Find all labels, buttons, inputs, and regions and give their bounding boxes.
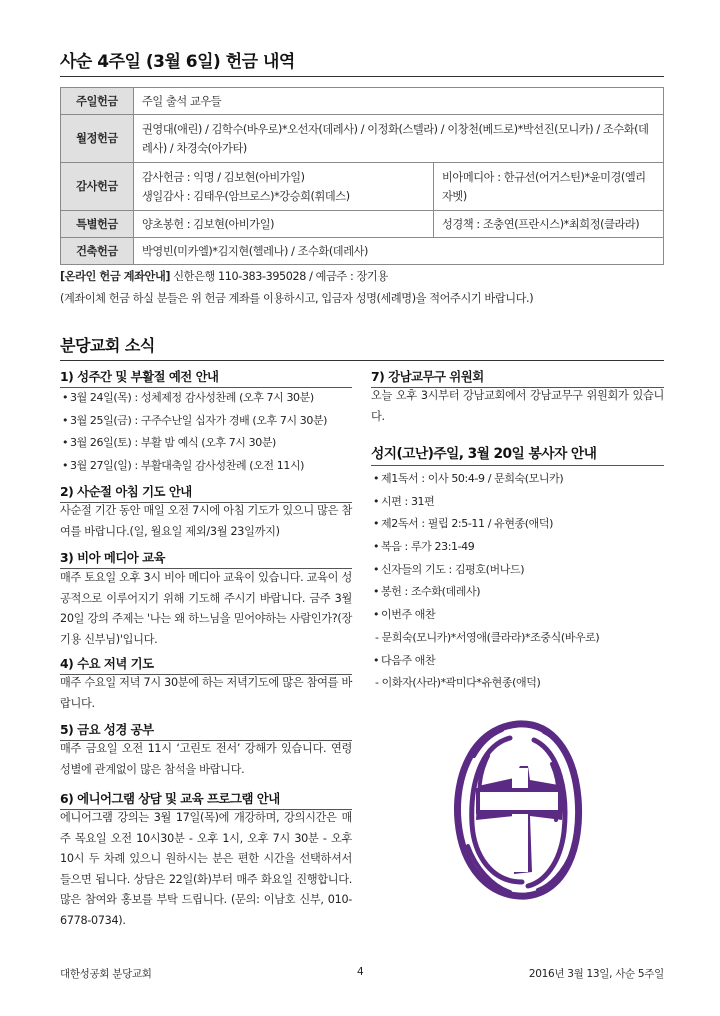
list-item-sub: - 문희숙(모니카)*서영애(클라라)*조중식(바우로) bbox=[375, 630, 600, 644]
birthday-offering-line: 생일감사 : 김태우(암브로스)*강승희(휘데스) bbox=[142, 189, 350, 203]
list-item: • 제2독서 : 필립 2:5-11 / 유현종(애덕) bbox=[372, 517, 554, 531]
list-item: • 복음 : 루가 23:1-49 bbox=[372, 540, 475, 554]
offering-table bbox=[60, 87, 664, 265]
table-row bbox=[61, 211, 664, 238]
list-item: • 제1독서 : 이사 50:4-9 / 문희숙(모니카) bbox=[372, 472, 564, 485]
list-item: • 3월 27일(일) : 부활대축일 감사성찬례 (오전 11시) bbox=[61, 459, 305, 473]
row-content: 박영빈(미카엘)*김지현(헬레나) / 조수화(데레사) bbox=[134, 238, 664, 265]
row-label: 주일헌금 bbox=[61, 88, 134, 115]
table-row bbox=[61, 238, 664, 265]
table-row bbox=[61, 88, 664, 115]
news-item-4-title: 4) 수요 저녁 기도 bbox=[60, 654, 352, 675]
account-note bbox=[60, 268, 670, 284]
news-item-5-text: 매주 금요일 오전 11시 ‘고린도 전서’ 강해가 있습니다. 연령 성별에 관계없이 많은 참석을 바랍니다. bbox=[60, 742, 352, 776]
account-note-label: [온라인 헌금 계좌안내] bbox=[60, 270, 171, 283]
list-item: • 시편 : 31편 bbox=[372, 494, 435, 508]
list-item: • 3월 25일(금) : 구주수난일 십자가 경배 (오후 7시 30분) bbox=[61, 413, 328, 427]
list-item: • 3월 24일(목) : 성체제정 감사성찬례 (오후 7시 30분) bbox=[61, 391, 314, 404]
list-item-sub: - 이화자(사라)*곽미다*유현종(애덕) bbox=[375, 676, 541, 690]
list-item: • 이번주 애찬 bbox=[372, 608, 436, 622]
news-item-3-text: 매주 토요일 오후 3시 비아 메디아 교육이 있습니다. 교육이 성공적으로 이루어지기 위해 기도해 주시기 바랍니다. 금주 3월 20일 강의 주제는 '나는 왜 하느님을 믿어야하는 사람인가?(장기용 신부님)'입니다. bbox=[60, 571, 352, 646]
account-note-text: 신한은행 110-383-395028 / 예금주 : 장기용 bbox=[170, 270, 388, 283]
row-content: 주일 출석 교우들 bbox=[134, 88, 664, 115]
list-item: • 봉헌 : 조수화(데레사) bbox=[372, 585, 481, 599]
page-number: 4 bbox=[357, 966, 364, 978]
row-content-right: 성경책 : 조충연(프란시스)*최희정(클라라) bbox=[434, 211, 664, 238]
row-label: 건축헌금 bbox=[61, 238, 134, 265]
news-item-5-title: 5) 금요 성경 공부 bbox=[60, 720, 352, 741]
news-item-7-text: 오늘 오후 3시부터 강남교회에서 강남교무구 위원회가 있습니다. bbox=[371, 389, 664, 423]
row-label: 특별헌금 bbox=[61, 211, 134, 238]
service-list bbox=[371, 468, 599, 695]
list-item: • 신자들의 기도 : 김평호(버나드) bbox=[372, 562, 525, 576]
table-row bbox=[61, 163, 664, 211]
news-section-title: 분당교회 소식 bbox=[60, 333, 664, 361]
list-item: • 다음주 애찬 bbox=[372, 653, 436, 667]
table-row bbox=[61, 115, 664, 163]
news-item-1-title: 1) 성주간 및 부활절 예전 안내 bbox=[60, 367, 352, 388]
news-item-2-text: 사순절 기간 동안 매일 오전 7시에 아침 기도가 있으니 많은 참여를 바랍니다.(일, 월요일 제외/3월 23일까지) bbox=[60, 504, 352, 538]
row-content-left: 양초봉헌 : 김보현(아비가일) bbox=[134, 211, 434, 238]
thanks-offering-line: 감사헌금 : 익명 / 김보현(아비가일) bbox=[142, 170, 305, 184]
news-item-4-text: 매주 수요일 저녁 7시 30분에 하는 저녁기도에 많은 참여를 바랍니다. bbox=[60, 676, 352, 710]
row-content-left bbox=[134, 163, 434, 211]
row-label: 월정헌금 bbox=[61, 115, 134, 163]
row-content-right: 비아메디아 : 한규선(어거스틴)*윤미경(엘리자벳) bbox=[434, 163, 664, 211]
list-item: • 3월 26일(토) : 부활 밤 예식 (오후 7시 30분) bbox=[61, 436, 276, 450]
purple-cross-emblem-icon bbox=[448, 716, 588, 906]
row-content: 권영대(애린) / 김학수(바우로)*오선자(데레사) / 이정화(스텔라) / 이창천(베드로)*박선진(모니카) / 조수화(데레사) / 차경숙(아가타) bbox=[134, 115, 664, 163]
page-title: 사순 4주일 (3월 6일) 헌금 내역 bbox=[60, 47, 664, 77]
service-title: 성지(고난)주일, 3월 20일 봉사자 안내 bbox=[371, 442, 664, 466]
holy-week-list bbox=[60, 387, 327, 478]
news-item-6-text: 에니어그램 강의는 3월 17일(목)에 개강하며, 강의시간은 매주 목요일 오전 10시30분 - 오후 1시, 오후 7시 30분 - 오후 10시 두 차례 있으니 원하시는 분은 편한 시간을 선택하셔서 들으면 됩니다. 상담은 22일(화)부터 매주 화요일 진행합니다. 많은 참여와 홍보를 부탁 드립니다. (문의: 이남호 신부, 010-6778-0734). bbox=[60, 811, 352, 927]
news-item-6-title: 6) 에니어그램 상담 및 교육 프로그램 안내 bbox=[60, 789, 352, 810]
row-label: 감사헌금 bbox=[61, 163, 134, 211]
news-item-2-title: 2) 사순절 아침 기도 안내 bbox=[60, 482, 352, 503]
transfer-note: (계좌이체 헌금 하실 분들은 위 헌금 계좌를 이용하시고, 입금자 성명(세례명)을 적어주시기 바랍니다.) bbox=[60, 292, 534, 305]
news-item-7-title: 7) 강남교무구 위원회 bbox=[371, 367, 664, 388]
footer-church: 대한성공회 분당교회 bbox=[60, 968, 152, 980]
footer-date: 2016년 3월 13일, 사순 5주일 bbox=[528, 968, 664, 980]
news-item-3-title: 3) 비아 메디아 교육 bbox=[60, 548, 352, 569]
